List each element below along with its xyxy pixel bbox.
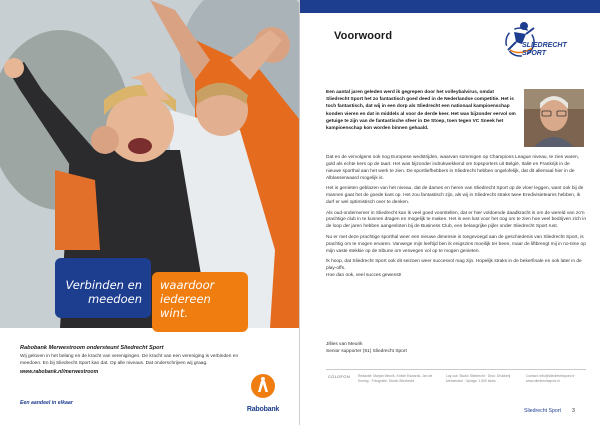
intro-paragraph: Een aantal jaren geleden werd ik gegrepen door het volleybalvirus, omdat Sliedrecht Sport het zo fantastisch goed deed in de Nederlandse competitie. Het is toch fantastisch, dat wij in een dorp als Sliedrecht een nationaal kampioenschap konden vieren en dat in middels al voor de derde keer. Het was bijzonder eervol om getuige te zijn van de fantastische sfeer in De Stoep, toen tegen VC Sneek het kampioenschap kon worden binnen gehaald. [326, 90, 516, 132]
page-title: Voorwoord [334, 30, 393, 42]
footer-brand: Sliedrecht Sport [524, 408, 561, 414]
article-paragraph: Dat en de vervolgens ook nog Europese wedstrijden, waarvan sommigen op Champions League niveau, te zien waren, gold als echte kers op de taart. Het was bijzonder indrukwekkend om topsporters uit België, Italië en Frankrijk in de nieuwe sporthal aan het werk te zien. De sportliefhebbers in Sliedrecht hebben ongelofelijk, dat dit allemaal hier in de Alblasserwaard mogelijk is. [326, 155, 580, 181]
logo-wordmark [522, 42, 567, 57]
slogan-tile-blue-text: Verbinden en meedoen [65, 278, 142, 306]
article-body [326, 155, 586, 283]
slogan-tile-orange-text: waardoor iedereen wint. [160, 278, 215, 320]
sliedrecht-sport-logo [500, 20, 570, 76]
right-page [300, 0, 600, 425]
rabobank-emblem-icon [250, 372, 276, 400]
colofon-column-3: Contact: info@sliedrechtsport.nl · www.sliedrechtsport.nl [526, 374, 577, 383]
rabobank-logo [238, 372, 288, 412]
page-number: 3 [572, 408, 575, 414]
portrait-image [524, 89, 584, 147]
article-paragraph: Ik hoop, dat Sliedrecht Sport ook dit seizoen weer succesvol mag zijn. Hopelijk straks in de bekerfinale en ook later in de play-offs. [326, 259, 582, 272]
logo-line-2: SPORT [522, 49, 546, 57]
colofon-column-1: Redactie: Marjan Meurik, Kristie Edwards, Jan de Koning · Fotografie: Studio Sliedrecht [358, 374, 433, 383]
signature-role: Senior supporter (91) Sliedrecht Sport [326, 349, 407, 354]
article-paragraph: Hoe dan ook, veel succes gewenst! [326, 272, 402, 278]
article-paragraph: Als oud-ondernemer in Sliedrecht kan ik veel goed voorstellen, dat er hier voldoende daadkracht is om de wereld van zo'n prachtige club in te kunnen dragen en mogelijk te maken. Het is een lust voor het oog om te zien hoe veel bedrijven zich in de loop der jaren hebben aangesloten bij de Business Club, een belangrijke pijler onder Sliedrecht Sport rust. [326, 210, 586, 230]
sponsor-body: Wij geloven in het belang en de kracht van verenigingen. De kracht van een vereniging is verbinden en meedoen. En bij Sliedrecht Sport kan dat. Op alle niveaus. Dat onderschrijven wij graag. [20, 354, 239, 366]
sponsor-slogan: Een aandeel in elkaar [20, 400, 73, 406]
sponsor-heading: Rabobank Merwestroom ondersteunt Sliedrecht Sport [20, 345, 164, 351]
sponsor-text-block [20, 345, 240, 375]
colofon-label: COLOFON [328, 374, 350, 379]
slogan-tile-blue [55, 258, 151, 318]
slogan-tile-orange [152, 272, 248, 332]
signature-name: Jillies van Meurik [326, 342, 363, 347]
sponsor-url[interactable]: www.rabobank.nl/merwestroom [20, 369, 99, 376]
rabobank-label: Rabobank [246, 406, 280, 413]
signature-block [326, 341, 526, 355]
colofon-column-2: Lay-out: Studio Sliedrecht · Druk: Drukkerij Merwestad · Oplage: 1.500 stuks [446, 374, 511, 383]
article-paragraph: Nu er met deze prachtige sporthal weer een nieuwe dimensie is toegevoegd aan de geschiedenis van Sliedrecht Sport, is prachtig om te mogen ervaren. Vanwege mijn leeftijd ben ik enigszins moeilijk ter been, maar de liftbrengt mij in no-time op mijn vaste stekkie op de tribune om verwegen vol op te mogen genieten. [326, 234, 586, 254]
author-portrait [524, 89, 584, 147]
colofon [326, 369, 586, 387]
article-paragraph: Het is genieten geblazen van het niveau, dat de dames en heren van Sliedrecht Sport op de vloer leggen, want ook bij de mannen gaat het de goede kant op. Het zou fantastisch zijn, als wij in Sliedrecht straks twee Eredivisieteams hebben, ik durf er wel optimistisch over te denken. [326, 186, 584, 206]
top-color-band [300, 0, 600, 13]
logo-line-1: SLIEDRECHT [522, 42, 567, 49]
